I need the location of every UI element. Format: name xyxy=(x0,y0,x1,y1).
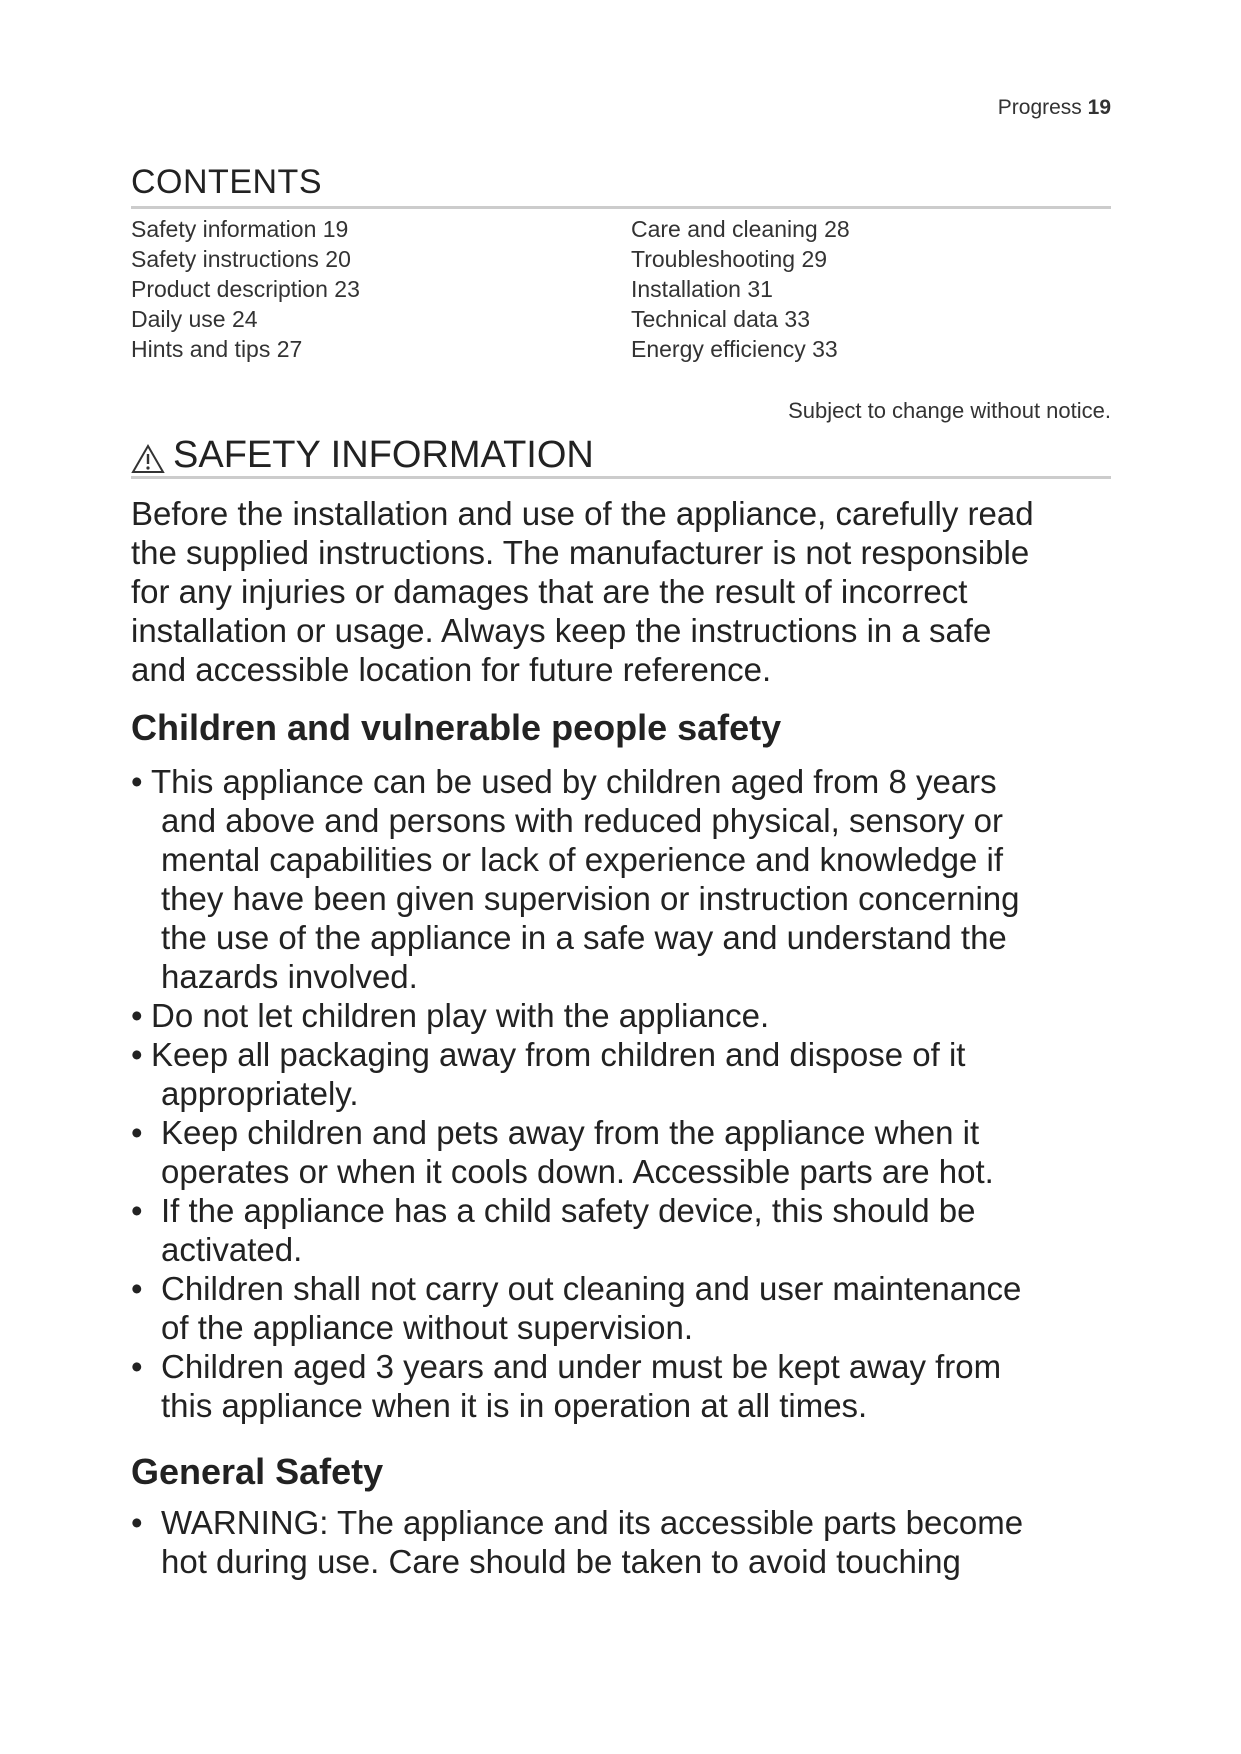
children-section-heading: Children and vulnerable people safety xyxy=(131,707,782,748)
list-item: • Children shall not carry out cleaning and user maintenance of the appliance without supervision. xyxy=(131,1270,1022,1346)
toc-entry[interactable]: Daily use 24 xyxy=(131,306,258,332)
toc-left-column xyxy=(131,214,360,364)
list-item: • If the appliance has a child safety device, this should be activated. xyxy=(131,1192,976,1268)
children-bullet-list xyxy=(131,762,1111,1425)
intro-line: for any injuries or damages that are the result of incorrect xyxy=(131,573,968,610)
toc-entry[interactable]: Safety information 19 xyxy=(131,216,349,242)
toc-right-column xyxy=(631,214,850,364)
intro-line: installation or usage. Always keep the instructions in a safe xyxy=(131,612,992,649)
warning-triangle-icon xyxy=(131,441,165,471)
list-item: • WARNING: The appliance and its accessible parts become hot during use. Care should be taken to avoid touching xyxy=(131,1504,1024,1580)
bullet-marker: • xyxy=(131,1114,143,1151)
contents-title: CONTENTS xyxy=(131,163,322,201)
contents-rule xyxy=(131,206,1111,209)
list-item: • Keep all packaging away from children and dispose of it appropriately. xyxy=(131,1036,966,1112)
safety-information-heading xyxy=(131,434,594,477)
list-item: • Do not let children play with the appliance. xyxy=(131,997,770,1034)
bullet-marker: • xyxy=(131,1270,143,1307)
bullet-marker: • xyxy=(131,1036,143,1073)
toc-entry[interactable]: Installation 31 xyxy=(631,276,773,302)
toc-entry[interactable]: Product description 23 xyxy=(131,276,360,302)
intro-line: Before the installation and use of the appliance, carefully read xyxy=(131,495,1034,532)
safety-intro-paragraph xyxy=(131,494,1111,689)
safety-information-title: SAFETY INFORMATION xyxy=(173,434,594,476)
toc-entry[interactable]: Hints and tips 27 xyxy=(131,336,303,362)
page-number: 19 xyxy=(1087,96,1111,119)
toc-entry[interactable]: Troubleshooting 29 xyxy=(631,246,828,272)
toc-entry[interactable]: Energy efficiency 33 xyxy=(631,336,838,362)
bullet-marker: • xyxy=(131,1348,143,1385)
general-safety-heading: General Safety xyxy=(131,1451,384,1492)
change-notice: Subject to change without notice. xyxy=(788,398,1111,423)
toc-entry[interactable]: Technical data 33 xyxy=(631,306,811,332)
safety-rule xyxy=(131,476,1111,479)
general-bullet-list xyxy=(131,1503,1111,1581)
header-product: Progress xyxy=(997,96,1082,119)
bullet-marker: • xyxy=(131,1504,143,1541)
toc-entry[interactable]: Safety instructions 20 xyxy=(131,246,351,272)
list-item: • Keep children and pets away from the appliance when it operates or when it cools down. Accessible parts are hot. xyxy=(131,1114,994,1190)
intro-line: the supplied instructions. The manufacturer is not responsible xyxy=(131,534,1030,571)
intro-line: and accessible location for future reference. xyxy=(131,651,772,688)
toc-entry[interactable]: Care and cleaning 28 xyxy=(631,216,850,242)
list-item: • Children aged 3 years and under must be kept away from this appliance when it is in operation at all times. xyxy=(131,1348,1002,1424)
bullet-marker: • xyxy=(131,763,143,800)
list-item: • This appliance can be used by children aged from 8 years and above and persons with reduced physical, sensory or mental capabilities or lack of experience and knowledge if they have been given supervision or instruction concerning the use of the appliance in a safe way and understand the hazards involved. xyxy=(131,763,1020,995)
bullet-marker: • xyxy=(131,1192,143,1229)
bullet-marker: • xyxy=(131,997,143,1034)
running-header xyxy=(131,96,1111,120)
